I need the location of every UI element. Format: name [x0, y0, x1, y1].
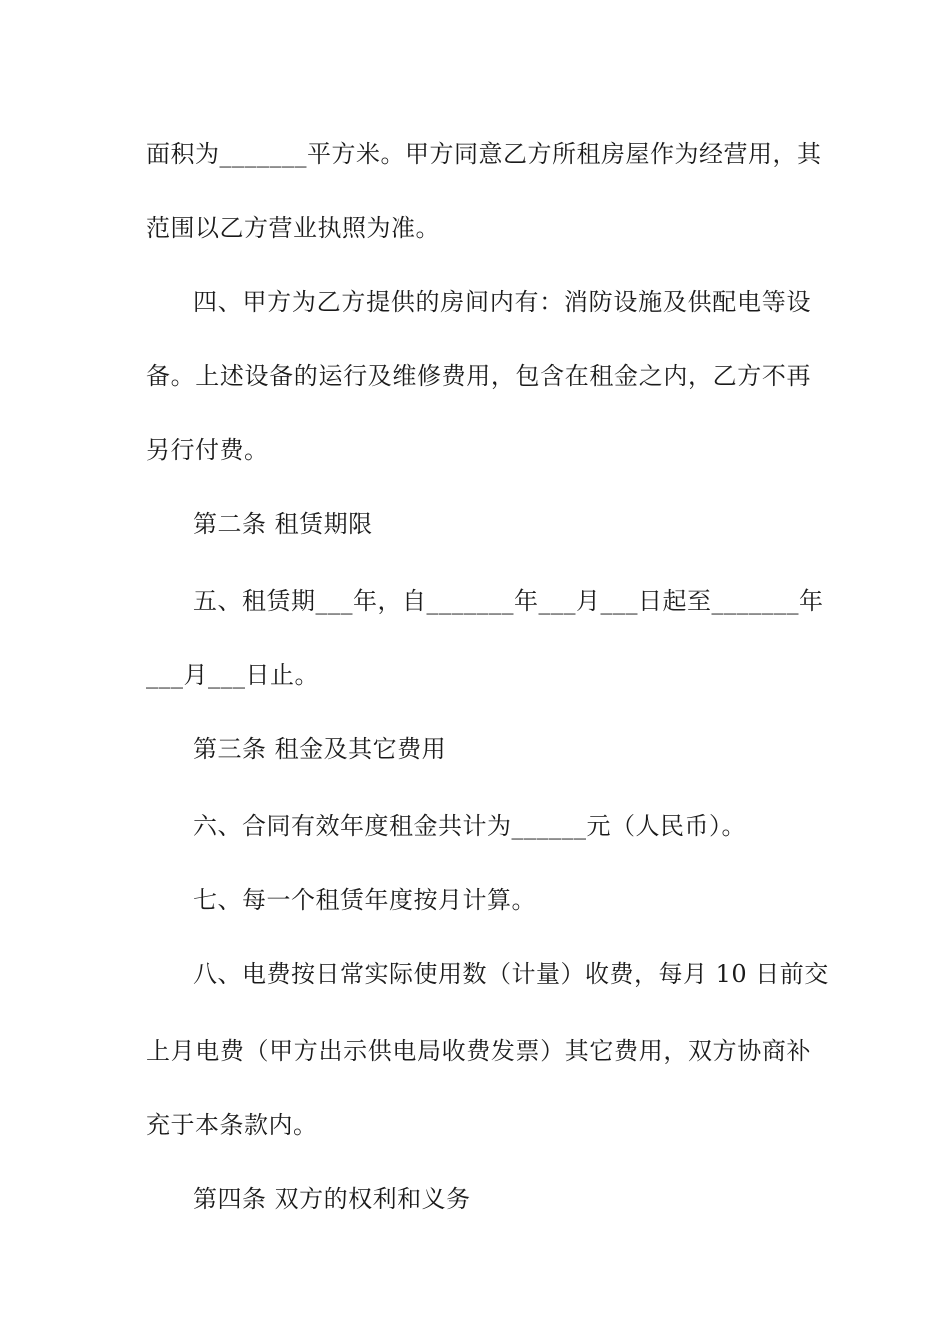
text-line: 五、租赁期___年，自_______年___月___日起至_______年: [193, 587, 824, 615]
text-line: 充于本条款内。: [146, 1111, 318, 1139]
text-line: 备。上述设备的运行及维修费用，包含在租金之内，乙方不再: [146, 362, 811, 390]
text-line: 范围以乙方营业执照为准。: [146, 214, 440, 242]
text-line: 上月电费（甲方出示供电局收费发票）其它费用，双方协商补: [146, 1037, 811, 1065]
text-line: 面积为_______平方米。甲方同意乙方所租房屋作为经营用，其: [146, 140, 822, 168]
text-line: 七、每一个租赁年度按月计算。: [193, 886, 536, 914]
text-line: 八、电费按日常实际使用数（计量）收费，每月 10 日前交: [193, 960, 829, 988]
section-heading: 第二条 租赁期限: [193, 510, 373, 538]
section-heading: 第三条 租金及其它费用: [193, 735, 447, 763]
text-line: ___月___日止。: [146, 661, 319, 689]
text-line: 另行付费。: [146, 436, 269, 464]
section-heading: 第四条 双方的权利和义务: [193, 1185, 471, 1213]
text-line: 六、合同有效年度租金共计为______元（人民币）。: [193, 812, 746, 840]
text-line: 四、甲方为乙方提供的房间内有：消防设施及供配电等设: [193, 288, 811, 316]
